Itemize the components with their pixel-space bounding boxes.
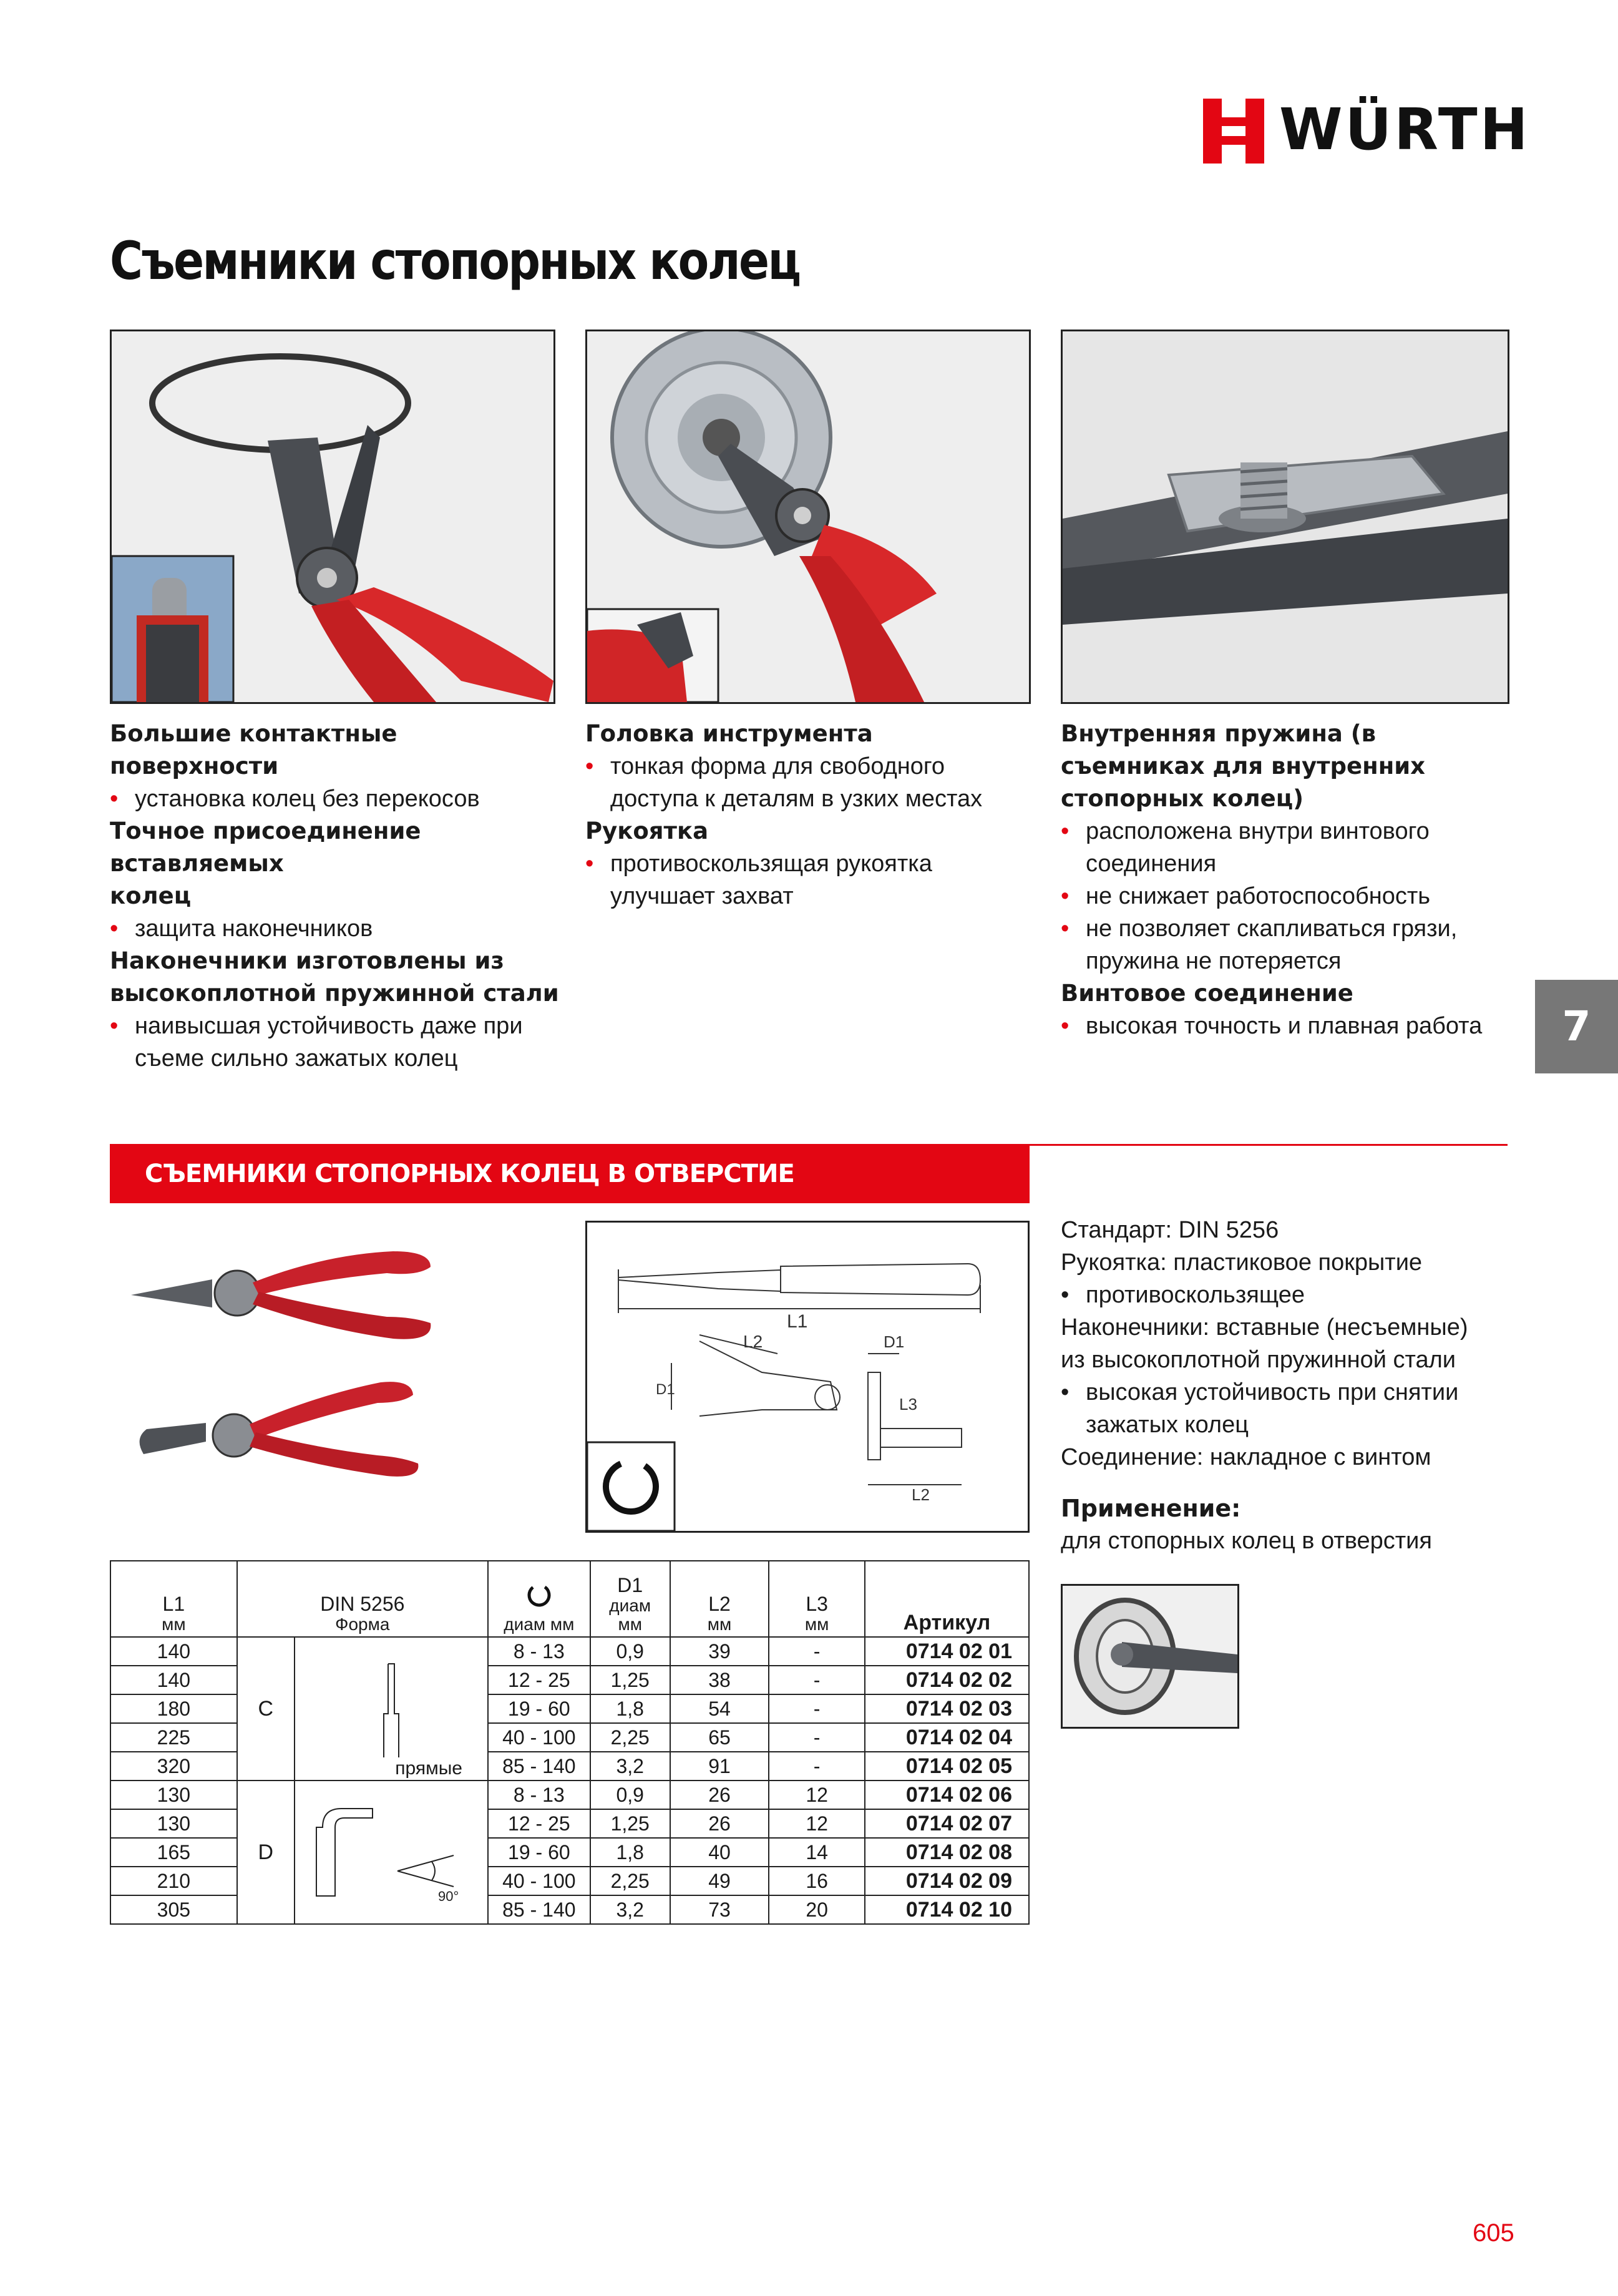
table-cell: 2,25 bbox=[590, 1723, 670, 1752]
article-number: 0714 02 02 bbox=[865, 1666, 1029, 1694]
table-cell: 140 bbox=[110, 1666, 237, 1694]
wurth-logo-mark-icon bbox=[1203, 99, 1264, 164]
feature-bullet: • защита наконечников bbox=[110, 912, 559, 945]
dim-label-l1: L1 bbox=[787, 1311, 808, 1332]
article-number: 0714 02 03 bbox=[865, 1694, 1029, 1723]
bullet-icon: • bbox=[1061, 818, 1070, 844]
form-d-shape bbox=[295, 1781, 488, 1924]
spec-line: Рукоятка: пластиковое покрытие bbox=[1061, 1249, 1423, 1276]
section-header bbox=[110, 1146, 1030, 1203]
dim-label-d1-left: D1 bbox=[656, 1381, 675, 1398]
feature-bullet: • расположена внутри винтового соединения bbox=[1061, 815, 1485, 880]
specs-block bbox=[1061, 1214, 1510, 1557]
feature-bullet: • не снижает работоспособность bbox=[1061, 880, 1510, 912]
table-cell: 210 bbox=[110, 1867, 237, 1895]
table-cell: 26 bbox=[670, 1781, 769, 1809]
article-number: 0714 02 05 bbox=[865, 1752, 1029, 1781]
dim-label-l2-side: L2 bbox=[912, 1485, 930, 1504]
table-cell: 3,2 bbox=[590, 1895, 670, 1924]
angle-label: 90° bbox=[437, 1888, 459, 1904]
table-cell: 8 - 13 bbox=[488, 1781, 590, 1809]
table-cell: 1,8 bbox=[590, 1694, 670, 1723]
table-cell: 12 - 25 bbox=[488, 1666, 590, 1694]
table-cell: 12 - 25 bbox=[488, 1809, 590, 1838]
table-cell: 26 bbox=[670, 1809, 769, 1838]
photo-tool-head bbox=[585, 330, 1031, 704]
article-number: 0714 02 04 bbox=[865, 1723, 1029, 1752]
col-header-din: DIN 5256 Форма bbox=[237, 1561, 488, 1637]
feature-heading: стопорных колец) bbox=[1061, 785, 1304, 812]
feature-heading: Винтовое соединение bbox=[1061, 980, 1353, 1007]
bullet-icon: • bbox=[1061, 1379, 1070, 1405]
table-cell: 165 bbox=[110, 1838, 237, 1867]
features-column-3 bbox=[1061, 718, 1510, 1042]
col-header-ring: диам мм bbox=[488, 1561, 590, 1637]
table-cell: 180 bbox=[110, 1694, 237, 1723]
table-cell: 73 bbox=[670, 1895, 769, 1924]
table-cell: 16 bbox=[769, 1867, 865, 1895]
spec-bullet: • противоскользящее bbox=[1061, 1279, 1510, 1311]
bullet-icon: • bbox=[110, 916, 119, 942]
dim-label-l3: L3 bbox=[899, 1395, 917, 1414]
article-number: 0714 02 09 bbox=[865, 1867, 1029, 1895]
table-cell: 39 bbox=[670, 1637, 769, 1666]
feature-heading: Внутренняя пружина (в bbox=[1061, 720, 1377, 747]
table-row bbox=[110, 1637, 1029, 1666]
feature-bullet: • установка колец без перекосов bbox=[110, 783, 559, 815]
table-cell: 85 - 140 bbox=[488, 1752, 590, 1781]
feature-heading: Большие контактные bbox=[110, 720, 397, 747]
table-cell: 40 - 100 bbox=[488, 1867, 590, 1895]
spec-line: Наконечники: вставные (несъемные) bbox=[1061, 1314, 1468, 1341]
table-cell: 14 bbox=[769, 1838, 865, 1867]
feature-heading: Рукоятка bbox=[585, 818, 709, 844]
table-cell: 19 - 60 bbox=[488, 1838, 590, 1867]
form-c: C bbox=[237, 1637, 295, 1781]
table-cell: - bbox=[769, 1723, 865, 1752]
feature-heading: колец bbox=[110, 882, 192, 909]
table-cell: 20 bbox=[769, 1895, 865, 1924]
section-title: СЪЕМНИКИ СТОПОРНЫХ КОЛЕЦ В ОТВЕРСТИЕ bbox=[145, 1160, 794, 1188]
application-title: Применение: bbox=[1061, 1495, 1241, 1522]
feature-bullet: • тонкая форма для свободного доступа к деталям в узких местах bbox=[585, 750, 1010, 815]
application-text: для стопорных колец в отверстия bbox=[1061, 1528, 1432, 1554]
spec-bullet: • высокая устойчивость при снятии bbox=[1061, 1376, 1510, 1409]
feature-bullet: • не позволяет скапливаться грязи, пружина не потеряется bbox=[1061, 912, 1485, 977]
feature-heading: Головка инструмента bbox=[585, 720, 873, 747]
table-cell: 49 bbox=[670, 1867, 769, 1895]
col-header-d1: D1 диам мм bbox=[590, 1561, 670, 1637]
article-number: 0714 02 08 bbox=[865, 1838, 1029, 1867]
dimension-drawing-icon bbox=[587, 1223, 1028, 1531]
table-cell: 8 - 13 bbox=[488, 1637, 590, 1666]
col-header-article: Артикул bbox=[865, 1561, 1029, 1637]
col-header-l1: L1 мм bbox=[110, 1561, 237, 1637]
form-c-shape bbox=[295, 1637, 488, 1781]
feature-bullet: • противоскользящая рукоятка улучшает захват bbox=[585, 848, 960, 912]
spec-line: Соединение: накладное с винтом bbox=[1061, 1444, 1431, 1470]
table-cell: - bbox=[769, 1752, 865, 1781]
straight-label: прямые bbox=[395, 1758, 462, 1779]
technical-drawing bbox=[585, 1221, 1030, 1533]
bullet-icon: • bbox=[585, 851, 594, 877]
page-number: 605 bbox=[1473, 2219, 1514, 2247]
photo-inner-spring bbox=[1061, 330, 1509, 704]
ring-diameter-icon bbox=[524, 1581, 554, 1609]
chapter-tab: 7 bbox=[1535, 980, 1618, 1073]
bullet-icon: • bbox=[1061, 916, 1070, 942]
feature-heading: съемниках для внутренних bbox=[1061, 753, 1426, 779]
feature-bullet: • высокая точность и плавная работа bbox=[1061, 1010, 1510, 1042]
straight-tip-icon bbox=[354, 1658, 429, 1757]
spec-line: из высокоплотной пружинной стали bbox=[1061, 1347, 1456, 1373]
straight-pliers-icon bbox=[131, 1251, 431, 1339]
table-cell: 0,9 bbox=[590, 1637, 670, 1666]
table-cell: - bbox=[769, 1666, 865, 1694]
bullet-icon: • bbox=[110, 786, 119, 812]
photo-contact-surfaces bbox=[110, 330, 555, 704]
spec-line: Стандарт: DIN 5256 bbox=[1061, 1217, 1279, 1243]
table-cell: 130 bbox=[110, 1809, 237, 1838]
spec-line: зажатых колец bbox=[1086, 1412, 1249, 1438]
dim-label-l2: L2 bbox=[743, 1332, 763, 1351]
bullet-icon: • bbox=[1061, 1013, 1070, 1039]
table-cell: 1,8 bbox=[590, 1838, 670, 1867]
article-number: 0714 02 07 bbox=[865, 1809, 1029, 1838]
table-cell: 40 - 100 bbox=[488, 1723, 590, 1752]
table-cell: 1,25 bbox=[590, 1809, 670, 1838]
table-cell: 1,25 bbox=[590, 1666, 670, 1694]
table-cell: 225 bbox=[110, 1723, 237, 1752]
table-header-row bbox=[110, 1561, 1029, 1637]
table-cell: 54 bbox=[670, 1694, 769, 1723]
bullet-icon: • bbox=[1061, 883, 1070, 909]
form-d: D bbox=[237, 1781, 295, 1924]
table-cell: 40 bbox=[670, 1838, 769, 1867]
table-cell: - bbox=[769, 1694, 865, 1723]
table-cell: 3,2 bbox=[590, 1752, 670, 1781]
bullet-icon: • bbox=[110, 1013, 119, 1039]
bent-pliers-icon bbox=[140, 1382, 419, 1477]
features-column-2 bbox=[585, 718, 1016, 912]
feature-heading: Точное присоединение bbox=[110, 818, 421, 844]
application-photo bbox=[1061, 1584, 1239, 1729]
table-row bbox=[110, 1781, 1029, 1809]
table-cell: 38 bbox=[670, 1666, 769, 1694]
table-cell: 12 bbox=[769, 1809, 865, 1838]
wurth-logo bbox=[1203, 94, 1531, 163]
col-header-l2: L2 мм bbox=[670, 1561, 769, 1637]
bullet-icon: • bbox=[1061, 1282, 1070, 1308]
article-number: 0714 02 01 bbox=[865, 1637, 1029, 1666]
feature-bullet: • наивысшая устойчивость даже при съеме сильно зажатых колец bbox=[110, 1010, 534, 1075]
table-cell: 305 bbox=[110, 1895, 237, 1924]
table-cell: 65 bbox=[670, 1723, 769, 1752]
col-header-l3: L3 мм bbox=[769, 1561, 865, 1637]
page-title: Съемники стопорных колец bbox=[110, 230, 800, 291]
dim-label-d1: D1 bbox=[884, 1332, 905, 1351]
table-cell: 12 bbox=[769, 1781, 865, 1809]
bullet-icon: • bbox=[585, 753, 594, 779]
table-cell: 2,25 bbox=[590, 1867, 670, 1895]
table-cell: 0,9 bbox=[590, 1781, 670, 1809]
feature-heading: вставляемых bbox=[110, 850, 284, 877]
product-photo bbox=[119, 1223, 555, 1510]
table-cell: - bbox=[769, 1637, 865, 1666]
table-cell: 130 bbox=[110, 1781, 237, 1809]
articles-table bbox=[110, 1560, 1030, 1925]
feature-heading: Наконечники изготовлены из bbox=[110, 947, 504, 974]
article-number: 0714 02 10 bbox=[865, 1895, 1029, 1924]
table-cell: 85 - 140 bbox=[488, 1895, 590, 1924]
features-column-1 bbox=[110, 718, 559, 1075]
bent-tip-icon bbox=[310, 1790, 472, 1915]
table-cell: 320 bbox=[110, 1752, 237, 1781]
feature-heading: поверхности bbox=[110, 753, 279, 779]
feature-heading: высокоплотной пружинной стали bbox=[110, 980, 559, 1007]
table-cell: 91 bbox=[670, 1752, 769, 1781]
table-cell: 140 bbox=[110, 1637, 237, 1666]
table-cell: 19 - 60 bbox=[488, 1694, 590, 1723]
logo-text: WÜRTH bbox=[1279, 96, 1531, 163]
article-number: 0714 02 06 bbox=[865, 1781, 1029, 1809]
